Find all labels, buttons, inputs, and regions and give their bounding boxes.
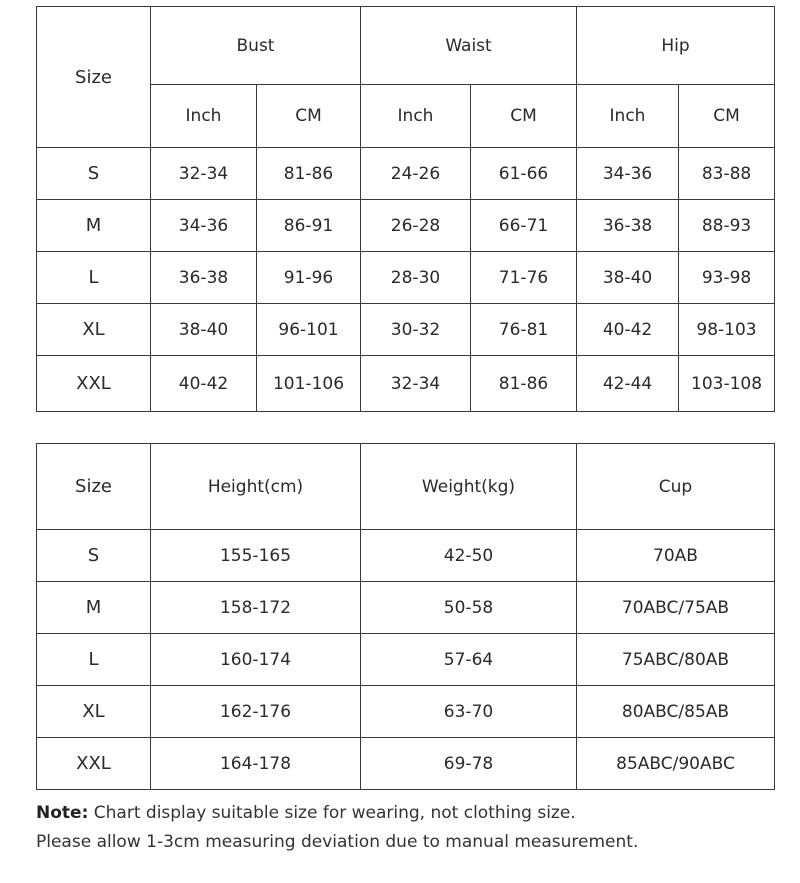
table-cell: 75ABC/80AB [577,634,775,686]
table-cell: 36-38 [577,200,679,252]
unit-header: Inch [361,85,471,148]
size-cell: M [37,582,151,634]
size-cell: M [37,200,151,252]
table-row [37,738,775,790]
size-column-header: Size [37,7,151,148]
size-cell: L [37,634,151,686]
size-cell: S [37,148,151,200]
table-cell: 30-32 [361,304,471,356]
size-cell: XXL [37,356,151,412]
table-cell: 42-50 [361,530,577,582]
table-cell: 96-101 [257,304,361,356]
note-line-2: Please allow 1-3cm measuring deviation due to manual measurement. [36,832,639,852]
table-cell: 63-70 [361,686,577,738]
table-cell: 85ABC/90ABC [577,738,775,790]
unit-header: CM [679,85,775,148]
hip-group-header: Hip [577,7,775,85]
column-header: Height(cm) [151,444,361,530]
table-cell: 86-91 [257,200,361,252]
table-cell: 83-88 [679,148,775,200]
table-cell: 32-34 [151,148,257,200]
table-cell: 160-174 [151,634,361,686]
table-cell: 76-81 [471,304,577,356]
table-row [37,200,775,252]
table-cell: 50-58 [361,582,577,634]
table-cell: 40-42 [577,304,679,356]
table-cell: 80ABC/85AB [577,686,775,738]
table-row [37,686,775,738]
table-cell: 40-42 [151,356,257,412]
table-cell: 164-178 [151,738,361,790]
table-cell: 71-76 [471,252,577,304]
table-cell: 42-44 [577,356,679,412]
table-cell: 32-34 [361,356,471,412]
note-line-1 [36,803,576,823]
bust-group-header: Bust [151,7,361,85]
table-cell: 88-93 [679,200,775,252]
column-header: Size [37,444,151,530]
table-cell: 70ABC/75AB [577,582,775,634]
unit-header: CM [471,85,577,148]
size-cell: XL [37,304,151,356]
table-row [37,356,775,412]
body-measurements-table [36,443,775,790]
unit-header: Inch [577,85,679,148]
unit-header: CM [257,85,361,148]
size-cell: S [37,530,151,582]
note-label: Note: [36,803,89,823]
column-header: Cup [577,444,775,530]
waist-group-header: Waist [361,7,577,85]
table-cell: 34-36 [577,148,679,200]
note-text: Chart display suitable size for wearing, not clothing size. [88,803,576,823]
table-cell: 34-36 [151,200,257,252]
table-cell: 158-172 [151,582,361,634]
table-cell: 69-78 [361,738,577,790]
table-cell: 81-86 [257,148,361,200]
column-header: Weight(kg) [361,444,577,530]
table-row [37,582,775,634]
table-cell: 103-108 [679,356,775,412]
table-cell: 91-96 [257,252,361,304]
table-cell: 70AB [577,530,775,582]
table-cell: 61-66 [471,148,577,200]
table-cell: 98-103 [679,304,775,356]
size-cell: XL [37,686,151,738]
table-cell: 26-28 [361,200,471,252]
table-cell: 38-40 [577,252,679,304]
table-row [37,252,775,304]
table-cell: 24-26 [361,148,471,200]
table-cell: 28-30 [361,252,471,304]
table-cell: 38-40 [151,304,257,356]
table-cell: 155-165 [151,530,361,582]
table-cell: 36-38 [151,252,257,304]
size-cell: XXL [37,738,151,790]
table-cell: 93-98 [679,252,775,304]
table-row [37,148,775,200]
header-row [37,444,775,530]
size-cell: L [37,252,151,304]
table-cell: 66-71 [471,200,577,252]
measurements-table [36,6,775,412]
table-row [37,304,775,356]
header-row-groups [37,7,775,85]
unit-header: Inch [151,85,257,148]
table-cell: 162-176 [151,686,361,738]
table-row [37,530,775,582]
table-cell: 57-64 [361,634,577,686]
table-cell: 81-86 [471,356,577,412]
table-row [37,634,775,686]
table-cell: 101-106 [257,356,361,412]
